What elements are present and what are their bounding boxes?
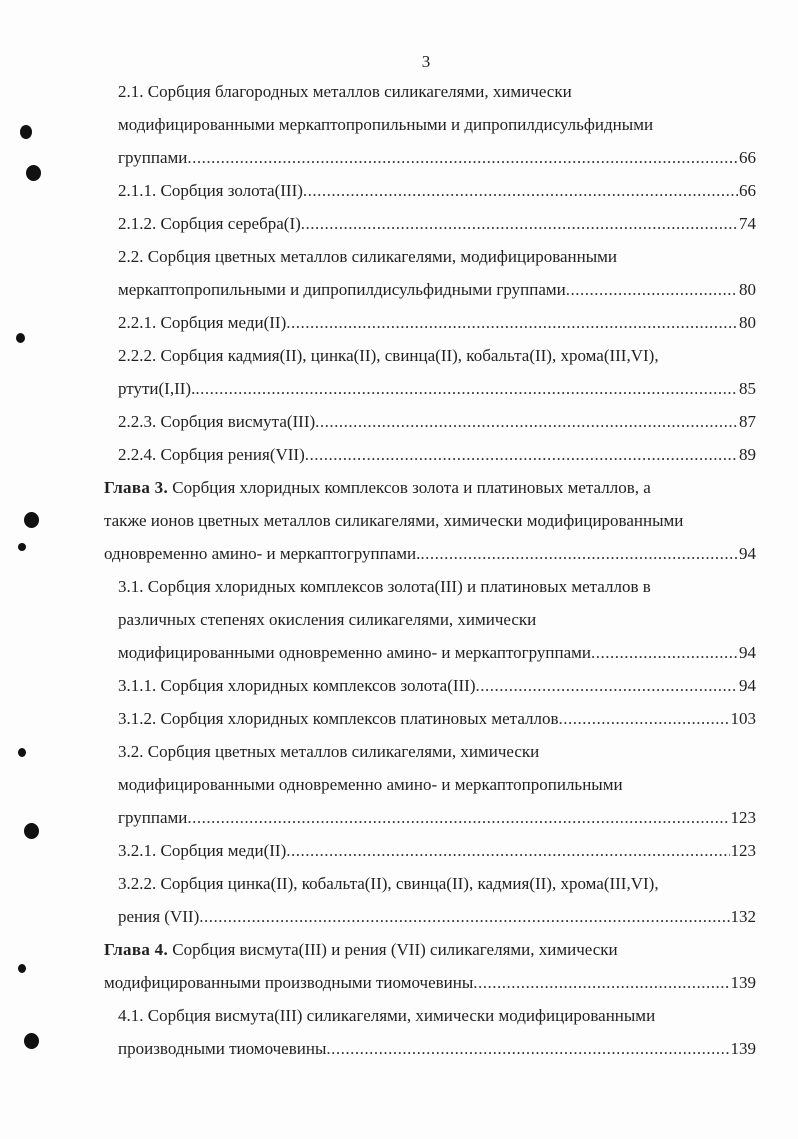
punch-hole-mark [18, 543, 26, 551]
toc-entry-2-1-1[interactable] [118, 176, 756, 206]
toc-entry-2-2-3[interactable] [118, 407, 756, 437]
chapter-label: Глава 4. [104, 940, 169, 959]
punch-hole-mark [20, 125, 32, 139]
toc-entry-2-1[interactable] [118, 143, 756, 173]
dot-leader [187, 143, 738, 173]
toc-entry-text: 3.1.1. Сорбция хлоридных комплексов золота(III) [118, 676, 476, 695]
toc-entry-text: 2.2.3. Сорбция висмута(III) [118, 412, 316, 431]
toc-entry-text: 3.1.2. Сорбция хлоридных комплексов платиновых металлов [118, 709, 559, 728]
toc-page-ref: 123 [730, 841, 756, 860]
toc-entry-3-2-1[interactable] [118, 836, 756, 866]
toc-entry-2-2-line-1: 2.2. Сорбция цветных металлов силикагелями, модифицированными [118, 247, 618, 266]
toc-page-ref: 74 [739, 214, 756, 233]
dot-leader [301, 209, 738, 239]
dot-leader [286, 308, 738, 338]
punch-hole-mark [18, 964, 26, 973]
toc-entry-text: меркаптопропильными и дипропилдисульфидными группами [118, 280, 566, 299]
toc-page-ref: 123 [730, 808, 756, 827]
toc-chapter-4[interactable] [104, 968, 756, 998]
toc-chapter-4-line-1: Глава 4. Сорбция висмута(III) и рения (VII) силикагелями, химически [104, 940, 618, 959]
toc-entry-3-2-line-2: модифицированными одновременно амино- и меркаптопропильными [118, 775, 623, 794]
toc-entry-2-2-1[interactable] [118, 308, 756, 338]
toc-entry-3-2[interactable] [118, 803, 756, 833]
toc-page-ref: 139 [730, 973, 756, 992]
toc-entry-3-1-line-2: различных степенях окисления силикагелями, химически [118, 610, 537, 629]
toc-page-ref: 132 [730, 907, 756, 926]
toc-entry-2-1-2[interactable] [118, 209, 756, 239]
toc-chapter-3-line-1: Глава 3. Сорбция хлоридных комплексов золота и платиновых металлов, а [104, 478, 651, 497]
toc-entry-3-2-2-line-1: 3.2.2. Сорбция цинка(II), кобальта(II), свинца(II), кадмия(II), хрома(III,VI), [118, 874, 659, 893]
toc-entry-text: модифицированными одновременно амино- и меркаптогруппами [118, 643, 592, 662]
toc-entry-3-2-2[interactable] [118, 902, 756, 932]
punch-hole-mark [24, 823, 39, 839]
toc-page-ref: 85 [739, 379, 756, 398]
dot-leader [420, 539, 738, 569]
toc-entry-2-2-2-line-1: 2.2.2. Сорбция кадмия(II), цинка(II), свинца(II), кобальта(II), хрома(III,VI), [118, 346, 659, 365]
toc-entry-text: группами [118, 808, 188, 827]
toc-entry-2-2-4[interactable] [118, 440, 756, 470]
punch-hole-mark [16, 333, 25, 343]
toc-page-ref: 66 [739, 181, 756, 200]
toc-entry-4-1-line-1: 4.1. Сорбция висмута(III) силикагелями, химически модифицированными [118, 1006, 656, 1025]
toc-entry-3-1-line-1: 3.1. Сорбция хлоридных комплексов золота(III) и платиновых металлов в [118, 577, 651, 596]
toc-entry-2-1-line-1: 2.1. Сорбция благородных металлов силикагелями, химически [118, 82, 572, 101]
toc-page-ref: 94 [739, 643, 756, 662]
toc-page-ref: 87 [739, 412, 756, 431]
dot-leader [286, 836, 729, 866]
toc-page-ref: 94 [739, 544, 756, 563]
dot-leader [305, 440, 738, 470]
toc-page-ref: 66 [739, 148, 756, 167]
toc-entry-text: 2.2.4. Сорбция рения(VII) [118, 445, 305, 464]
toc-entry-2-2-2[interactable] [118, 374, 756, 404]
dot-leader [303, 176, 738, 206]
toc-entry-text: 2.2.1. Сорбция меди(II) [118, 313, 287, 332]
punch-hole-mark [18, 748, 26, 757]
toc-entry-3-1-1[interactable] [118, 671, 756, 701]
toc-chapter-3-line-2: также ионов цветных металлов силикагелями, химически модифицированными [104, 511, 684, 530]
toc-entry-text: группами [118, 148, 188, 167]
toc-entry-text: рения (VII) [118, 907, 200, 926]
dot-leader [326, 1034, 729, 1064]
dot-leader [473, 968, 729, 998]
dot-leader [476, 671, 738, 701]
toc-page-ref: 89 [739, 445, 756, 464]
toc-entry-text: одновременно амино- и меркаптогруппами. [104, 544, 421, 563]
dot-leader [187, 803, 729, 833]
toc-page-ref: 80 [739, 280, 756, 299]
toc-chapter-3[interactable] [104, 539, 756, 569]
toc-page-ref: 103 [730, 709, 756, 728]
dot-leader [195, 374, 738, 404]
dot-leader [315, 407, 738, 437]
dot-leader [559, 704, 730, 734]
toc-entry-3-1[interactable] [118, 638, 756, 668]
dot-leader [591, 638, 738, 668]
toc-entry-2-2[interactable] [118, 275, 756, 305]
punch-hole-mark [26, 165, 41, 181]
toc-entry-3-1-2[interactable] [118, 704, 756, 734]
toc-entry-text: 2.1.1. Сорбция золота(III) [118, 181, 303, 200]
toc-entry-text: ртути(I,II). [118, 379, 196, 398]
toc-page-ref: 80 [739, 313, 756, 332]
toc-entry-text: 2.1.2. Сорбция серебра(I) [118, 214, 301, 233]
toc-entry-3-2-line-1: 3.2. Сорбция цветных металлов силикагелями, химически [118, 742, 540, 761]
dot-leader [199, 902, 729, 932]
toc-entry-text: 3.2.1. Сорбция меди(II) [118, 841, 287, 860]
chapter-label: Глава 3. [104, 478, 169, 497]
toc-page-ref: 94 [739, 676, 756, 695]
punch-hole-mark [24, 512, 39, 528]
dot-leader [566, 275, 738, 305]
toc-entry-text: модифицированными производными тиомочевины [104, 973, 474, 992]
page-number: 3 [421, 52, 431, 71]
punch-hole-mark [24, 1033, 39, 1049]
toc-entry-2-1-line-2: модифицированными меркаптопропильными и дипропилдисульфидными [118, 115, 654, 134]
toc-entry-text: производными тиомочевины [118, 1039, 327, 1058]
toc-entry-4-1[interactable] [118, 1034, 756, 1064]
toc-page-ref: 139 [730, 1039, 756, 1058]
